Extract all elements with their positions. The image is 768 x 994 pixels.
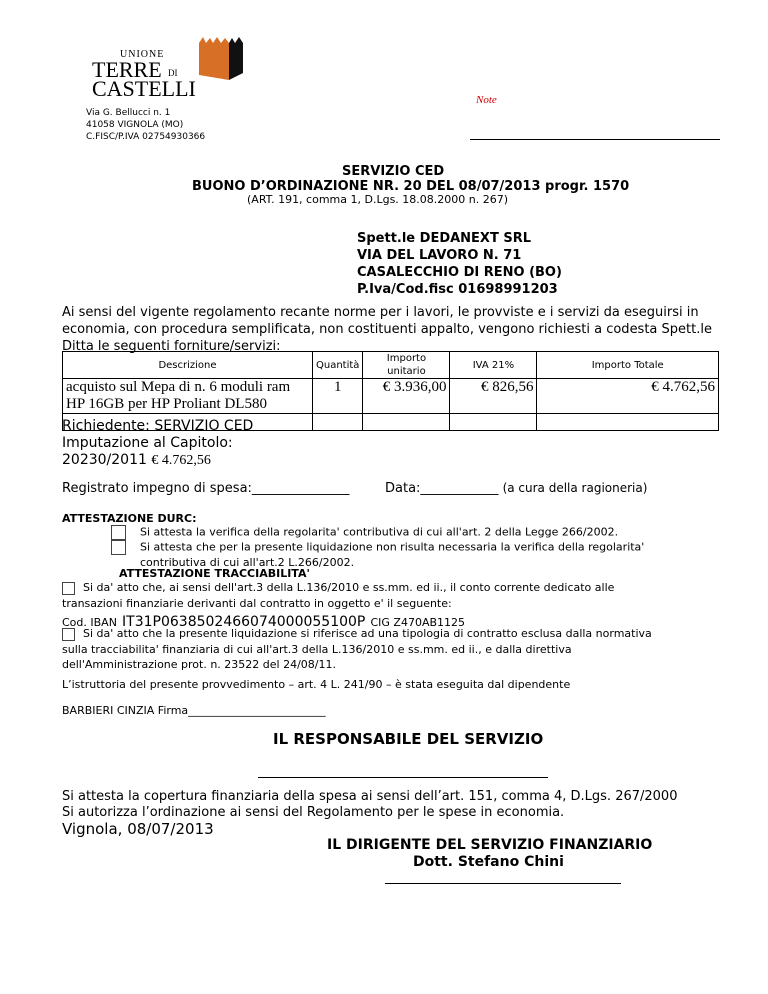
address-line: Via G. Bellucci n. 1 xyxy=(86,108,171,118)
cig: CIG Z470AB1125 xyxy=(370,616,466,629)
intro-line: economia, con procedura semplificata, non costituenti appalto, vengono richiesti a codesta Spett.le xyxy=(62,322,712,337)
description-cell xyxy=(63,379,313,414)
recipient-line: Spett.le DEDANEXT SRL xyxy=(357,231,532,246)
total-cell: € 4.762,56 xyxy=(537,379,719,414)
chapter-amount: € 4.762,56 xyxy=(151,453,211,468)
date-note: (a cura della ragioneria) xyxy=(502,481,648,495)
col-header: Descrizione xyxy=(63,352,313,379)
dirigente-name: Dott. Stefano Chini xyxy=(413,854,564,870)
quantity-cell: 1 xyxy=(313,379,363,414)
chapter-number: 20230/2011 xyxy=(62,452,147,468)
intro-line: Ditta le seguenti forniture/servizi: xyxy=(62,339,281,354)
checkbox[interactable] xyxy=(62,582,75,595)
logo-castelli: CASTELLI xyxy=(92,76,196,101)
tracc-text: dell'Amministrazione prot. n. 23522 del 24/08/11. xyxy=(62,658,336,671)
chapter xyxy=(62,452,211,469)
col-header: Importo Totale xyxy=(537,352,719,379)
durc-item xyxy=(111,525,618,540)
description-line: HP 16GB per HP Proliant DL580 xyxy=(66,396,267,412)
tracc-text: Si da' atto che, ai sensi dell'art.3 della L.136/2010 e ss.mm. ed ii., il conto corrente dedicato alle xyxy=(83,581,615,594)
durc-text: Si attesta la verifica della regolarita' contributiva di cui all'art. 2 della Legge 266/2002. xyxy=(140,525,619,539)
unit-price-cell: € 3.936,00 xyxy=(363,379,450,414)
service-title: SERVIZIO CED xyxy=(342,164,445,179)
tracc-text: Si da' atto che la presente liquidazione si riferisce ad una tipologia di contratto esclusa dalla normativa xyxy=(83,627,652,640)
logo-di: DI xyxy=(168,68,178,78)
table-header-row xyxy=(63,352,719,379)
istruttoria: L’istruttoria del presente provvedimento – art. 4 L. 241/90 – è stata eseguita dal dipendente xyxy=(62,678,571,691)
iban-label: Cod. IBAN xyxy=(62,616,117,629)
dirigente-signature-line xyxy=(385,883,621,884)
registration-date xyxy=(385,480,647,497)
copertura-line: Si autorizza l’ordinazione ai sensi del Regolamento per le spese in economia. xyxy=(62,805,565,820)
registration-label: Registrato impegno di spesa:_______________ xyxy=(62,481,350,496)
vat-cell: € 826,56 xyxy=(450,379,537,414)
checkbox[interactable] xyxy=(111,525,126,540)
dirigente-title: IL DIRIGENTE DEL SERVIZIO FINANZIARIO xyxy=(327,837,653,853)
col-header: IVA 21% xyxy=(450,352,537,379)
recipient-line: P.Iva/Cod.fisc 01698991203 xyxy=(357,282,558,297)
intro-line: Ai sensi del vigente regolamento recante norme per i lavori, le provviste e i servizi da eseguirsi in xyxy=(62,305,699,320)
logo xyxy=(90,35,260,100)
requester: Richiedente: SERVIZIO CED xyxy=(62,418,254,434)
tracc-item xyxy=(62,581,614,595)
durc-text-cont: contributiva di cui all'art.2 L.266/2002. xyxy=(140,556,355,569)
place-date: Vignola, 08/07/2013 xyxy=(62,820,214,838)
col-header: Importo unitario xyxy=(363,352,450,379)
durc-text: Si attesta che per la presente liquidazione non risulta necessaria la verifica della regolarita' xyxy=(140,540,645,554)
note-line xyxy=(470,139,720,140)
responsabile: IL RESPONSABILE DEL SERVIZIO xyxy=(273,730,544,748)
table-row xyxy=(63,379,719,414)
tracciabilita-title: ATTESTAZIONE TRACCIABILITA' xyxy=(119,567,310,580)
chapter-label: Imputazione al Capitolo: xyxy=(62,435,233,451)
iban-value: IT31P0638502466074000055100P xyxy=(122,614,366,630)
checkbox[interactable] xyxy=(111,540,126,555)
copertura-line: Si attesta la copertura finanziaria della spesa ai sensi dell’art. 151, comma 4, D.Lgs. 267/2000 xyxy=(62,789,678,804)
tracc-text: sulla tracciabilita' finanziaria di cui all'art.3 della L.136/2010 e ss.mm. ed ii., e dalla direttiva xyxy=(62,643,572,656)
address-line: 41058 VIGNOLA (MO) xyxy=(86,120,184,130)
logo-terre: TERRE xyxy=(92,57,162,82)
logo-unione: UNIONE xyxy=(120,49,165,60)
checkbox[interactable] xyxy=(62,628,75,641)
castle-tower-icon xyxy=(197,35,247,80)
description-line: acquisto sul Mepa di n. 6 moduli ram xyxy=(66,379,291,395)
firma: BARBIERI CINZIA Firma_________________________ xyxy=(62,704,326,717)
durc-title: ATTESTAZIONE DURC: xyxy=(62,512,197,525)
order-title: BUONO D’ORDINAZIONE NR. 20 DEL 08/07/2013 progr. 1570 xyxy=(192,179,630,194)
order-reference: (ART. 191, comma 1, D.Lgs. 18.08.2000 n. 267) xyxy=(247,193,509,206)
address-line: C.FISC/P.IVA 02754930366 xyxy=(86,132,206,142)
durc-item xyxy=(111,540,644,555)
note-label: Note xyxy=(476,94,497,106)
col-header: Quantità xyxy=(313,352,363,379)
recipient-line: CASALECCHIO DI RENO (BO) xyxy=(357,265,562,280)
recipient-line: VIA DEL LAVORO N. 71 xyxy=(357,248,522,263)
signature-line xyxy=(258,777,548,778)
tracc-item xyxy=(62,627,652,641)
date-label: Data:____________ xyxy=(385,481,499,496)
tracc-text: transazioni finanziarie derivanti dal contratto in oggetto e' il seguente: xyxy=(62,597,452,610)
